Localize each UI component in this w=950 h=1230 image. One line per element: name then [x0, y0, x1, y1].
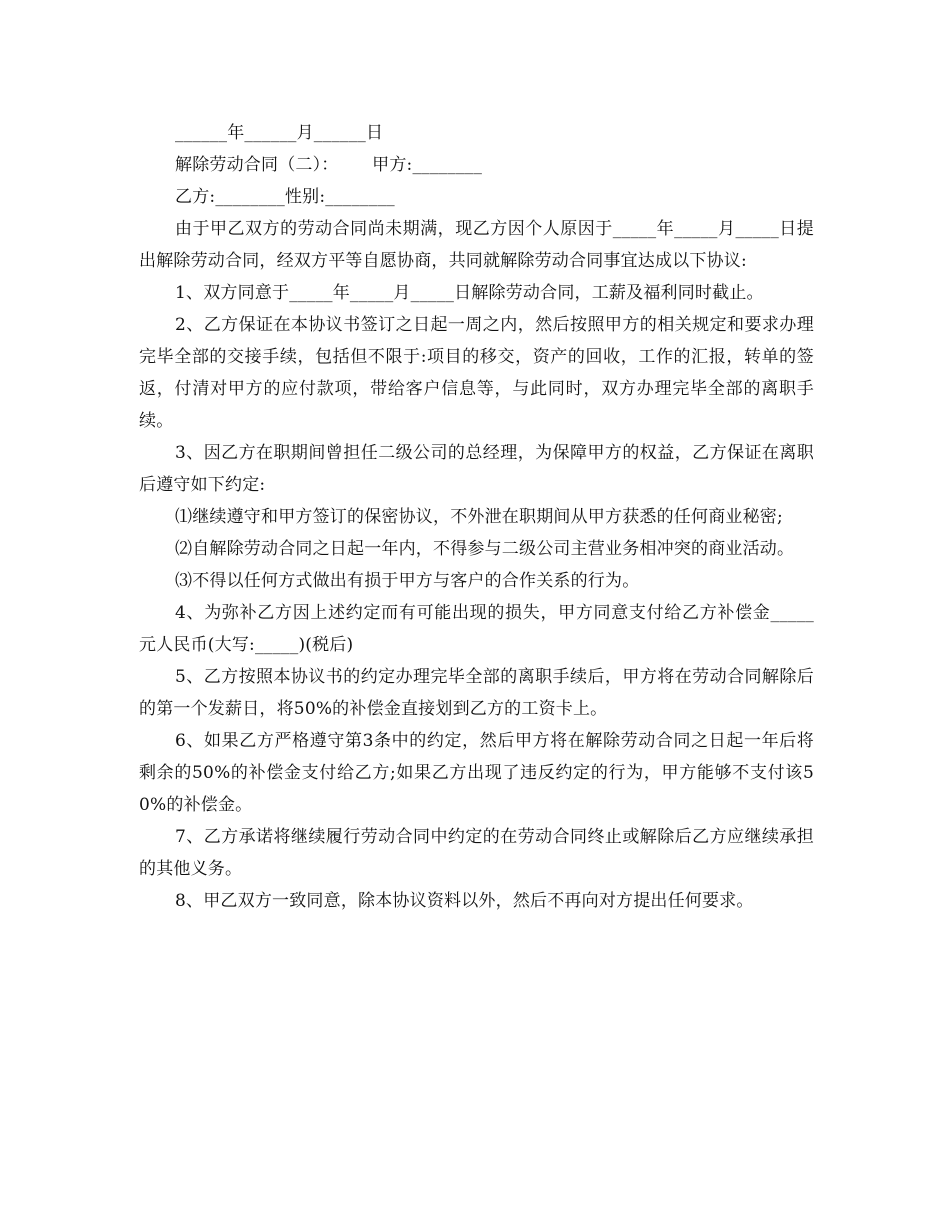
clause-7: 7、乙方承诺将继续履行劳动合同中约定的在劳动合同终止或解除后乙方应继续承担的其他义务。 [139, 827, 814, 879]
clause-6: 6、如果乙方严格遵守第3条中的约定，然后甲方将在解除劳动合同之日起一年后将剩余的50%的补偿金支付给乙方;如果乙方出现了违反约定的行为，甲方能够不支付该50%的补偿金。 [139, 731, 814, 815]
clause-3: 3、因乙方在职期间曾担任二级公司的总经理，为保障甲方的权益，乙方保证在离职后遵守如下约定: [139, 443, 814, 495]
clause-1: 1、双方同意于_____年_____月_____日解除劳动合同，工薪及福利同时截止。 [175, 283, 764, 303]
date-line: ______年______月______日 [175, 123, 384, 143]
clause-3-item-1: ⑴继续遵守和甲方签订的保密协议，不外泄在职期间从甲方获悉的任何商业秘密; [175, 507, 783, 527]
document-body [139, 117, 814, 917]
party-b-line: 乙方:________性别:________ [175, 187, 395, 207]
title-party-a-line: 解除劳动合同（二）： 甲方:________ [175, 155, 483, 175]
clause-3-item-3: ⑶不得以任何方式做出有损于甲方与客户的合作关系的行为。 [175, 571, 640, 591]
clause-5: 5、乙方按照本协议书的约定办理完毕全部的离职手续后，甲方将在劳动合同解除后的第一个发薪日，将50%的补偿金直接划到乙方的工资卡上。 [139, 667, 814, 719]
clause-3-item-2: ⑵自解除劳动合同之日起一年内，不得参与二级公司主营业务相冲突的商业活动。 [175, 539, 795, 559]
preamble-paragraph: 由于甲乙双方的劳动合同尚未期满，现乙方因个人原因于_____年_____月_____日提出解除劳动合同，经双方平等自愿协商，共同就解除劳动合同事宜达成以下协议: [139, 219, 814, 271]
clause-8: 8、甲乙双方一致同意，除本协议资料以外，然后不再向对方提出任何要求。 [175, 891, 754, 911]
clause-2: 2、乙方保证在本协议书签订之日起一周之内，然后按照甲方的相关规定和要求办理完毕全部的交接手续，包括但不限于:项目的移交，资产的回收，工作的汇报，转单的签返，付清对甲方的应付款项，带给客户信息等，与此同时，双方办理完毕全部的离职手续。 [139, 315, 814, 431]
clause-4: 4、为弥补乙方因上述约定而有可能出现的损失，甲方同意支付给乙方补偿金_____元人民币(大写:_____)(税后) [139, 603, 814, 655]
